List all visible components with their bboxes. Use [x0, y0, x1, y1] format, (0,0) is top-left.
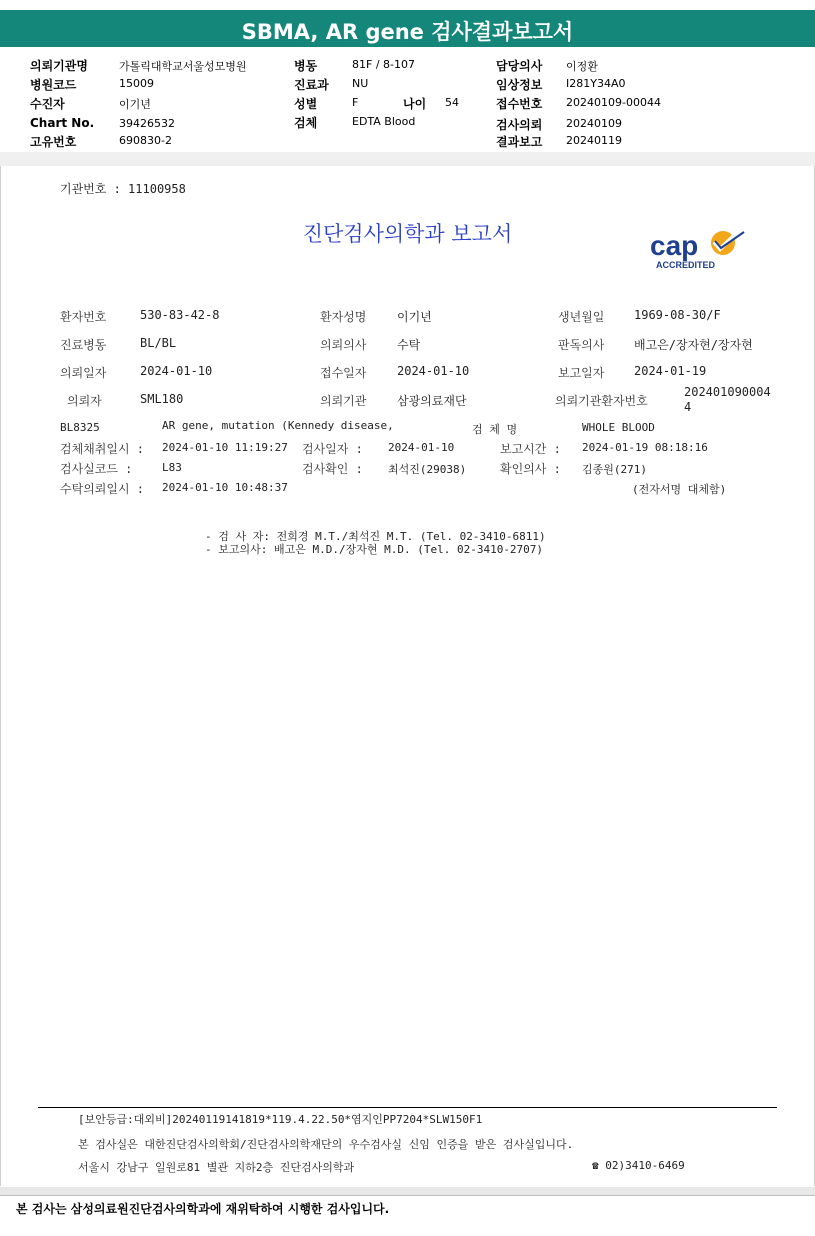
patient-field-value: 이기년	[397, 310, 432, 324]
header-value: EDTA Blood	[352, 115, 416, 128]
header-value: 20240109	[566, 117, 622, 130]
header-label: Chart No.	[30, 116, 95, 130]
header-value: F	[352, 96, 359, 109]
header-label: 임상정보	[496, 78, 543, 92]
collection-datetime-value: 2024-01-10 11:19:27	[162, 441, 288, 454]
test-name: AR gene, mutation (Kennedy disease,	[162, 419, 394, 432]
patient-field-value: 2024-01-19	[634, 364, 707, 378]
institution-patient-number-label: 의뢰기관환자번호	[555, 394, 648, 408]
title-bar	[0, 10, 815, 47]
bottom-band	[0, 1187, 815, 1195]
test-date-label: 검사일자 :	[302, 442, 363, 456]
specimen-label: 검 체 명	[472, 423, 518, 436]
requesting-institution-value: 삼광의료재단	[397, 394, 467, 408]
certification-line: 본 검사실은 대한진단검사의학회/진단검사의학재단의 우수검사실 신임 인증을 받은 검사실입니다.	[78, 1138, 574, 1151]
header-label: 병동	[294, 59, 318, 73]
requesting-institution-label: 의뢰기관	[320, 394, 367, 408]
institution-number: 기관번호 : 11100958	[60, 182, 186, 196]
header-label: 담당의사	[496, 59, 543, 73]
specimen-value: WHOLE BLOOD	[582, 421, 655, 434]
security-line: [보안등급:대외비]20240119141819*119.4.22.50*염지인PP7204*SLW150F1	[78, 1113, 483, 1126]
confirming-doctor-value: 김종원(271)	[582, 463, 647, 476]
header-value: 39426532	[119, 117, 175, 130]
patient-field-value: 2024-01-10	[140, 364, 213, 378]
header-label: 진료과	[294, 78, 329, 92]
cap-logo-subtext: ACCREDITED	[656, 260, 716, 270]
header-label: 고유번호	[30, 135, 77, 149]
header-label: 나이	[403, 97, 427, 111]
header-value: 가톨릭대학교서울성모병원	[119, 60, 247, 73]
header-label: 병원코드	[30, 78, 77, 92]
patient-field-label: 생년월일	[558, 310, 605, 324]
patient-field-label: 판독의사	[558, 338, 605, 352]
header-value: 15009	[119, 77, 154, 90]
test-code: BL8325	[60, 421, 100, 434]
patient-field-label: 진료병동	[60, 338, 107, 352]
staff-line: - 보고의사: 배고은 M.D./장자현 M.D. (Tel. 02-3410-2707)	[205, 543, 544, 556]
lab-code-value: L83	[162, 461, 182, 474]
test-date-value: 2024-01-10	[388, 441, 455, 454]
receipt-datetime-value: 2024-01-10 10:48:37	[162, 481, 288, 494]
header-label: 의뢰기관명	[30, 59, 88, 73]
patient-field-value: 1969-08-30/F	[634, 308, 721, 322]
header-value: 54	[445, 96, 459, 109]
patient-field-label: 환자번호	[60, 310, 107, 324]
header-value: 81F / 8-107	[352, 58, 415, 71]
header-label: 결과보고	[496, 135, 543, 149]
header-value: 이정환	[566, 60, 598, 73]
header-label: 성별	[294, 97, 318, 111]
report-time-value: 2024-01-19 08:18:16	[582, 441, 708, 454]
footer-divider	[38, 1107, 777, 1108]
address-line: 서울시 강남구 일원로81 별관 지하2층 진단검사의학과	[78, 1161, 355, 1174]
header-label: 접수번호	[496, 97, 543, 111]
bottom-divider	[0, 1195, 815, 1196]
header-label: 검사의뢰	[496, 118, 543, 132]
patient-field-value: 수탁	[397, 338, 421, 352]
test-confirm-value: 최석진(29038)	[388, 463, 467, 476]
lab-code-label: 검사실코드 :	[60, 462, 133, 476]
patient-field-value: BL/BL	[140, 336, 177, 350]
test-confirm-label: 검사확인 :	[302, 462, 363, 476]
patient-field-value: 배고은/장자현/장자현	[634, 338, 753, 352]
requester-value: SML180	[140, 392, 184, 406]
institution-patient-number-value: 202401090004	[684, 385, 771, 399]
receipt-datetime-label: 수탁의뢰일시 :	[60, 482, 145, 496]
header-value: 690830-2	[119, 134, 172, 147]
patient-field-label: 접수일자	[320, 366, 367, 380]
header-label: 수진자	[30, 97, 65, 111]
outsourcing-note: 본 검사는 삼성의료원진단검사의학과에 재위탁하여 시행한 검사입니다.	[16, 1202, 390, 1216]
report-title: 진단검사의학과 보고서	[302, 222, 513, 246]
report-header-title: SBMA, AR gene 검사결과보고서	[241, 20, 574, 44]
phone-line: ☎ 02)3410-6469	[592, 1159, 685, 1172]
institution-patient-number-value-cont: 4	[684, 400, 692, 414]
collection-datetime-label: 검체채취일시 :	[60, 442, 145, 456]
patient-field-value: 530-83-42-8	[140, 308, 220, 322]
header-value: 20240109-00044	[566, 96, 661, 109]
requester-label: 의뢰자	[67, 394, 102, 408]
patient-field-label: 보고일자	[558, 366, 605, 380]
header-divider	[0, 152, 815, 166]
patient-field-value: 2024-01-10	[397, 364, 470, 378]
report-time-label: 보고시간 :	[500, 442, 561, 456]
cap-accredited-logo	[648, 226, 752, 274]
header-label: 검체	[294, 116, 318, 130]
header-value: 이기년	[119, 98, 151, 111]
patient-field-label: 의뢰의사	[320, 338, 367, 352]
cap-logo-text: cap	[650, 230, 699, 261]
electronic-signature-note: (전자서명 대체함)	[632, 483, 727, 496]
confirming-doctor-label: 확인의사 :	[500, 462, 561, 476]
patient-field-label: 환자성명	[320, 310, 367, 324]
header-value: NU	[352, 77, 369, 90]
staff-line: - 검 사 자: 전희경 M.T./최석진 M.T. (Tel. 02-3410-6811)	[205, 530, 546, 543]
header-value: I281Y34A0	[566, 77, 626, 90]
header-value: 20240119	[566, 134, 622, 147]
patient-field-label: 의뢰일자	[60, 366, 107, 380]
